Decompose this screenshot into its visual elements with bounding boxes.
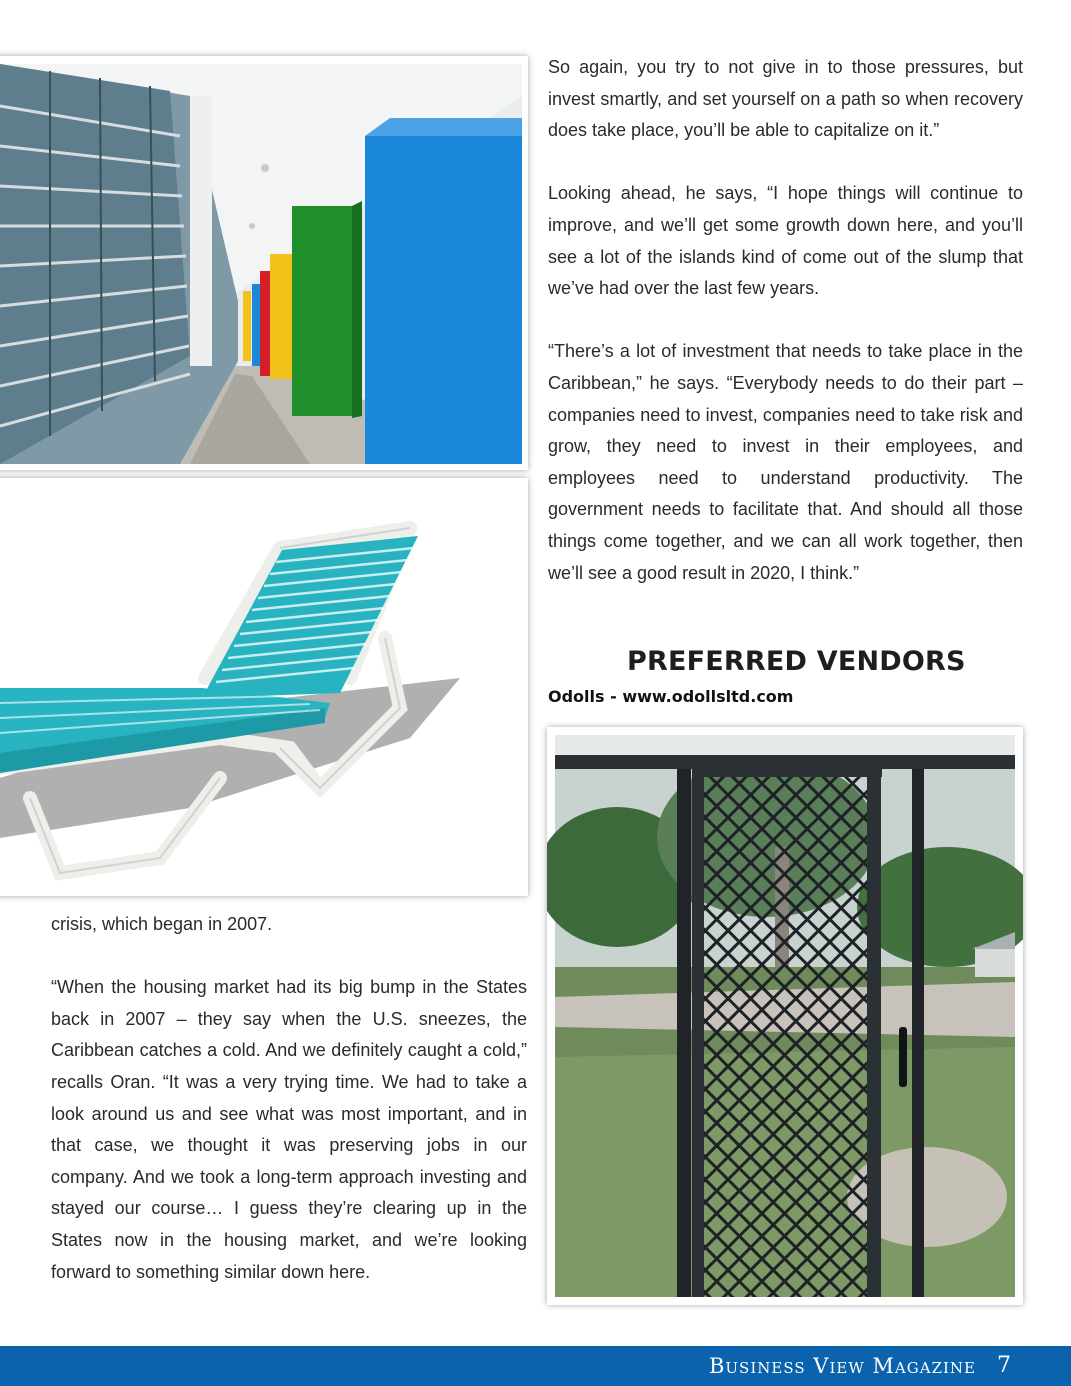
paragraph: So again, you try to not give in to those pressures, but invest smartly, and set yourself on a path so when recovery does take place, you’ll be able to capitalize on it.” <box>548 57 1023 141</box>
lounge-chair-illustration <box>0 478 528 896</box>
corridor-photo <box>0 56 528 470</box>
paragraph: crisis, which began in 2007. <box>51 914 273 934</box>
paragraph: “When the housing market had its big bump in the States back in 2007 – they say when the U.S. sneezes, the Caribbean catches a cold. And we definitely caught a cold,” recalls Oran. “It was a very trying time. We had to take a look around us and see what was most important, and in that case, we thought it was preserving jobs in our company. And we took a long-term approach investing and stayed our course… I guess they’re clearing up in the States now in the housing market, and we’re looking forward to something similar down here. <box>51 977 527 1282</box>
paragraph: Looking ahead, he says, “I hope things will continue to improve, and we’ll get some growth down here, and you’ll see a lot of the islands kind of come out of the slump that we’ve had over the last few years. <box>548 183 1023 299</box>
vendor-link[interactable]: Odolls - www.odollsltd.com <box>548 687 794 706</box>
magazine-title: Business View Magazine <box>708 1354 976 1378</box>
screen-door-illustration <box>547 727 1023 1305</box>
right-column-text <box>548 52 1023 589</box>
left-column-text <box>51 909 527 1288</box>
section-heading: PREFERRED VENDORS <box>627 646 966 677</box>
footer-bar <box>0 1346 1071 1386</box>
screen-door-photo <box>547 727 1023 1305</box>
page-number: 7 <box>997 1353 1011 1378</box>
paragraph: “There’s a lot of investment that needs to take place in the Caribbean,” he says. “Everybody needs to do their part – companies need to invest, companies need to take risk and grow, they need to invest in their employees, and employees need to understand productivity. The government needs to facilitate that. And should all those things come together, and we can all work together, then we’ll see a good result in 2020, I think.” <box>548 341 1023 583</box>
corridor-illustration <box>0 56 528 470</box>
lounge-chair-photo <box>0 478 528 896</box>
